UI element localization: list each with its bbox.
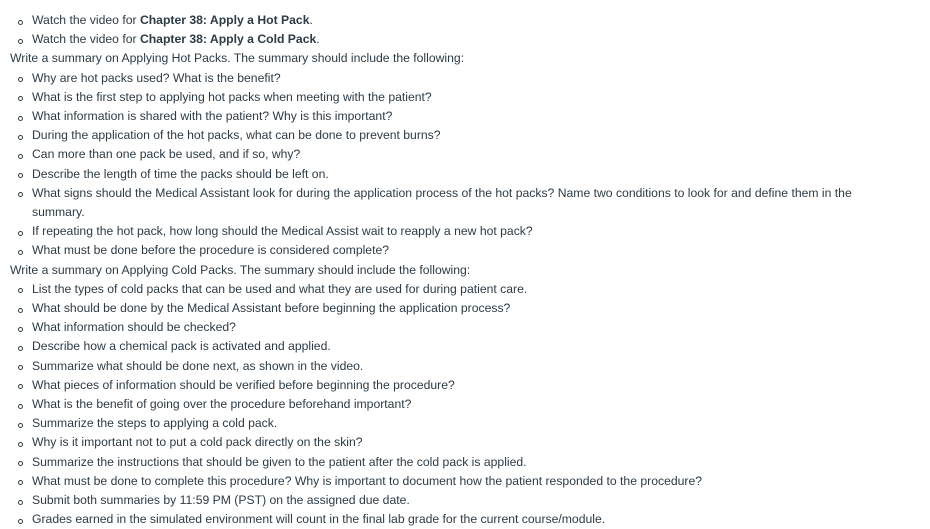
bullet-icon bbox=[18, 308, 23, 313]
list-item: List the types of cold packs that can be used and what they are used for during patient care. bbox=[32, 280, 910, 299]
list-item: Watch the video for Chapter 38: Apply a Cold Pack. bbox=[32, 30, 910, 49]
list-item: What information should be checked? bbox=[32, 318, 910, 337]
list-item: What should be done by the Medical Assistant before beginning the application process? bbox=[32, 299, 910, 318]
bullet-icon bbox=[18, 519, 23, 524]
list-item: What pieces of information should be verified before beginning the procedure? bbox=[32, 376, 910, 395]
bullet-icon bbox=[18, 96, 23, 101]
bullet-icon bbox=[18, 20, 23, 25]
list-item: Summarize what should be done next, as shown in the video. bbox=[32, 357, 910, 376]
list-item: What is the first step to applying hot packs when meeting with the patient? bbox=[32, 88, 910, 107]
list-item: Submit both summaries by 11:59 PM (PST) on the assigned due date. bbox=[32, 491, 910, 510]
list-item: If repeating the hot pack, how long should the Medical Assist wait to reapply a new hot pack? bbox=[32, 222, 910, 241]
list-item: What information is shared with the patient? Why is this important? bbox=[32, 107, 910, 126]
bullet-icon bbox=[18, 346, 23, 351]
bullet-icon bbox=[18, 461, 23, 466]
list-item: What must be done before the procedure is considered complete? bbox=[32, 241, 910, 260]
bullet-icon bbox=[18, 288, 23, 293]
bullet-icon bbox=[18, 231, 23, 236]
video-list bbox=[10, 11, 910, 49]
bullet-icon bbox=[18, 480, 23, 485]
bullet-icon bbox=[18, 384, 23, 389]
bullet-icon bbox=[18, 327, 23, 332]
list-item: Why are hot packs used? What is the benefit? bbox=[32, 69, 910, 88]
bullet-icon bbox=[18, 442, 23, 447]
bullet-icon bbox=[18, 77, 23, 82]
hot-pack-list bbox=[10, 69, 910, 261]
list-item: Summarize the instructions that should be given to the patient after the cold pack is applied. bbox=[32, 453, 910, 472]
bullet-icon bbox=[18, 116, 23, 121]
video-title: Chapter 38: Apply a Hot Pack bbox=[139, 13, 310, 27]
bullet-icon bbox=[18, 173, 23, 178]
list-item: Grades earned in the simulated environment will count in the final lab grade for the current course/module. bbox=[32, 510, 910, 529]
list-item: What is the benefit of going over the procedure beforehand important? bbox=[32, 395, 910, 414]
bullet-icon bbox=[18, 154, 23, 159]
video-title: Chapter 38: Apply a Cold Pack bbox=[139, 32, 317, 47]
bullet-icon bbox=[18, 404, 23, 409]
list-item: Watch the video for Chapter 38: Apply a Hot Pack. bbox=[32, 11, 910, 30]
bullet-icon bbox=[18, 135, 23, 140]
list-item: Describe the length of time the packs should be left on. bbox=[32, 165, 910, 184]
list-item: What signs should the Medical Assistant look for during the application process of the hot packs? Name two conditions to look for and define them in the summary. bbox=[32, 184, 910, 222]
bullet-icon bbox=[18, 500, 23, 505]
assignment-instructions bbox=[10, 11, 910, 529]
cold-pack-intro: Write a summary on Applying Cold Packs. The summary should include the following: bbox=[10, 262, 471, 277]
list-item: Describe how a chemical pack is activated and applied. bbox=[32, 337, 910, 356]
bullet-icon bbox=[18, 192, 23, 197]
list-item: Why is it important not to put a cold pack directly on the skin? bbox=[32, 433, 910, 452]
hot-pack-intro: Write a summary on Applying Hot Packs. The summary should include the following: bbox=[10, 51, 465, 66]
list-item: Can more than one pack be used, and if so, why? bbox=[32, 145, 910, 164]
bullet-icon bbox=[18, 365, 23, 370]
cold-pack-list bbox=[10, 280, 910, 529]
bullet-icon bbox=[18, 39, 23, 44]
bullet-icon bbox=[18, 423, 23, 428]
list-item: What must be done to complete this procedure? Why is important to document how the patient responded to the procedure? bbox=[32, 472, 910, 491]
bullet-icon bbox=[18, 250, 23, 255]
list-item: Summarize the steps to applying a cold pack. bbox=[32, 414, 910, 433]
list-item: During the application of the hot packs, what can be done to prevent burns? bbox=[32, 126, 910, 145]
